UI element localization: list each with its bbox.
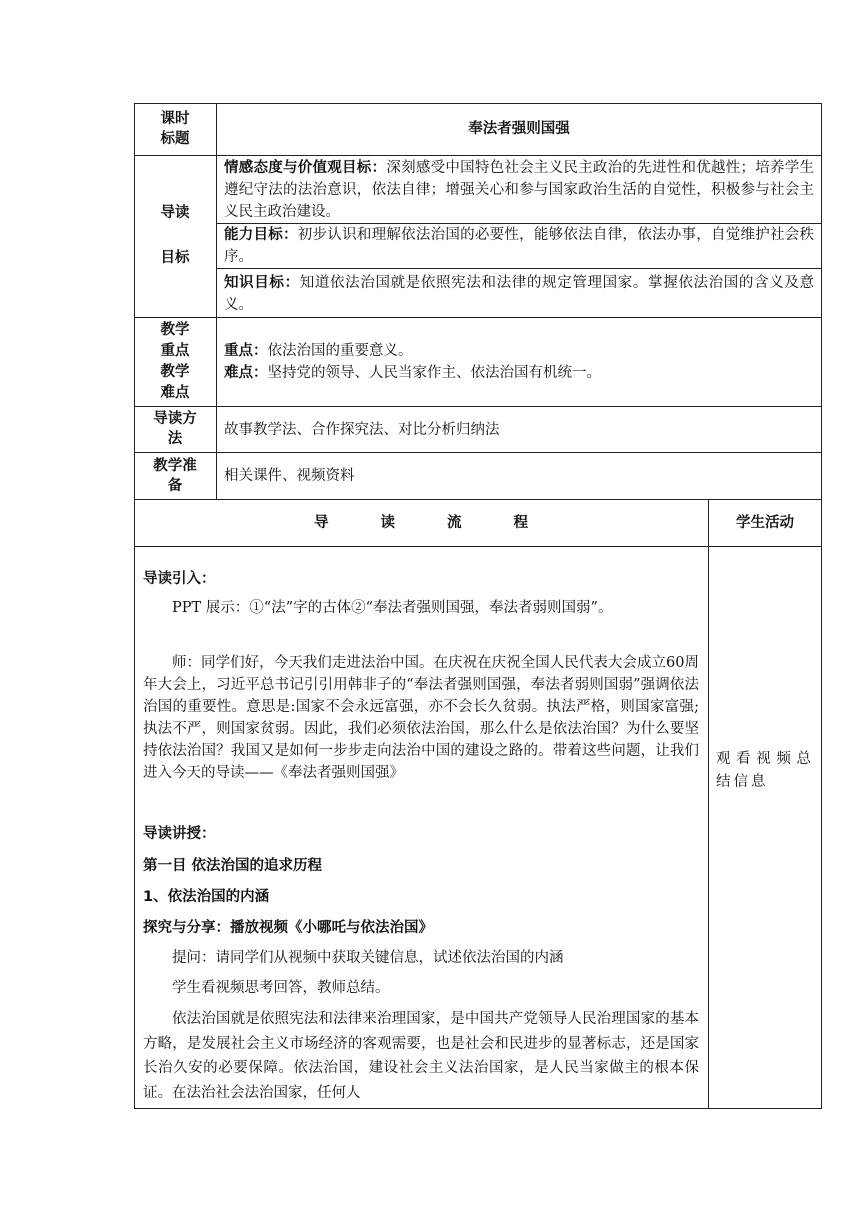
intro-ppt: PPT 展示：①“法”字的古体②“奉法者强则国强，奉法者弱则国弱”。 (172, 600, 613, 616)
goal-ability (224, 224, 814, 268)
table-rule (134, 155, 822, 156)
table-rule (216, 268, 822, 269)
preparation-value: 相关课件、视频资料 (224, 468, 355, 484)
table-col-divider (708, 499, 709, 1109)
goal-knowledge-text: 知道依法治国就是依照宪法和法律的规定管理国家。掌握依法治国的含义及意义。 (224, 275, 815, 313)
goal-emotion (224, 157, 814, 223)
key-point: 重点：依法治国的重要意义。 (224, 343, 413, 359)
method-value: 故事教学法、合作探究法、对比分析归纳法 (224, 422, 500, 438)
goal-emotion-heading: 情感态度与价值观目标： (224, 160, 387, 176)
goal-ability-text: 初步认识和理解依法治国的必要性，能够依法自律，依法办事，自觉维护社会秩序。 (224, 227, 815, 265)
label-method: 导读方 法 (153, 411, 197, 447)
table-rule (134, 406, 822, 407)
table-rule (134, 452, 822, 453)
lesson-title: 奉法者强则国强 (468, 121, 570, 137)
flow-header: 导读流程 (314, 515, 580, 531)
label-key-points: 教学 重点 教学 难点 (160, 322, 190, 401)
goal-knowledge (224, 272, 814, 316)
explore-heading: 探究与分享：播放视频《小哪吒与依法治国》 (143, 920, 433, 936)
label-preparation: 教学准 备 (153, 458, 197, 494)
table-rule (134, 499, 822, 500)
table-border-bottom (134, 1108, 822, 1109)
section-heading: 第一目 依法治国的追求历程 (143, 858, 323, 874)
goal-ability-heading: 能力目标： (224, 227, 298, 243)
goal-knowledge-heading: 知识目标： (224, 275, 300, 291)
goal-emotion-text: 深刻感受中国特色社会主义民主政治的先进性和优越性；培养学生遵纪守法的法治意识，依法自律；增强关心和参与国家政治生活的自觉性，积极参与社会主义民主政治建设。 (224, 160, 815, 220)
student-activity-text: 观看视频总结信息 (716, 751, 814, 790)
question-text: 提问：请同学们从视频中获取关键信息，试述依法治国的内涵 (172, 950, 564, 966)
table-border-top (134, 103, 822, 104)
difficult-point: 难点：坚持党的领导、人民当家作主、依法治国有机统一。 (224, 365, 601, 381)
table-rule (134, 317, 822, 318)
intro-heading: 导读引入： (143, 571, 216, 587)
lecture-heading: 导读讲授： (143, 826, 216, 842)
student-activity-header: 学生活动 (736, 515, 794, 531)
label-reading-goals-1: 导读 (160, 205, 190, 221)
definition-text: 依法治国就是依照宪法和法律来治理国家，是中国共产党领导人民治理国家的基本方略，是发展社会主义市场经济的客观需要，也是社会和民进步的显著标志，还是国家长治久安的必要保障。依法治国，建设社会主义法治国家，是人民当家做主的根本保证。在法治社会法治国家，任何人 (143, 1011, 699, 1101)
intro-teacher: 师：同学们好，今天我们走进法治中国。在庆祝在庆祝全国人民代表大会成立60周年大会上，习近平总书记引引用韩非子的“奉法者强则国强，奉法者弱则国弱”强调依法治国的重要性。意思是:国家不会永远富强，亦不会长久贫弱。执法严格，则国家富强;执法不严，则国家贫弱。因此，我们必须依法治国，那么什么是依法治国？为什么要坚持依法治国？我国又是如何一步步走向法治中国的建设之路的。带着这些问题，让我们进入今天的导读——《奉法者强则国强》 (143, 655, 699, 781)
label-reading-goals-2: 目标 (160, 250, 190, 266)
table-rule (134, 546, 822, 547)
table-border-right (821, 103, 822, 1109)
student-answer-text: 学生看视频思考回答，教师总结。 (172, 980, 390, 996)
subsection-heading: 1、依法治国的内涵 (143, 889, 270, 905)
table-col-divider (216, 103, 217, 500)
label-lesson-title: 课时 标题 (160, 111, 190, 147)
